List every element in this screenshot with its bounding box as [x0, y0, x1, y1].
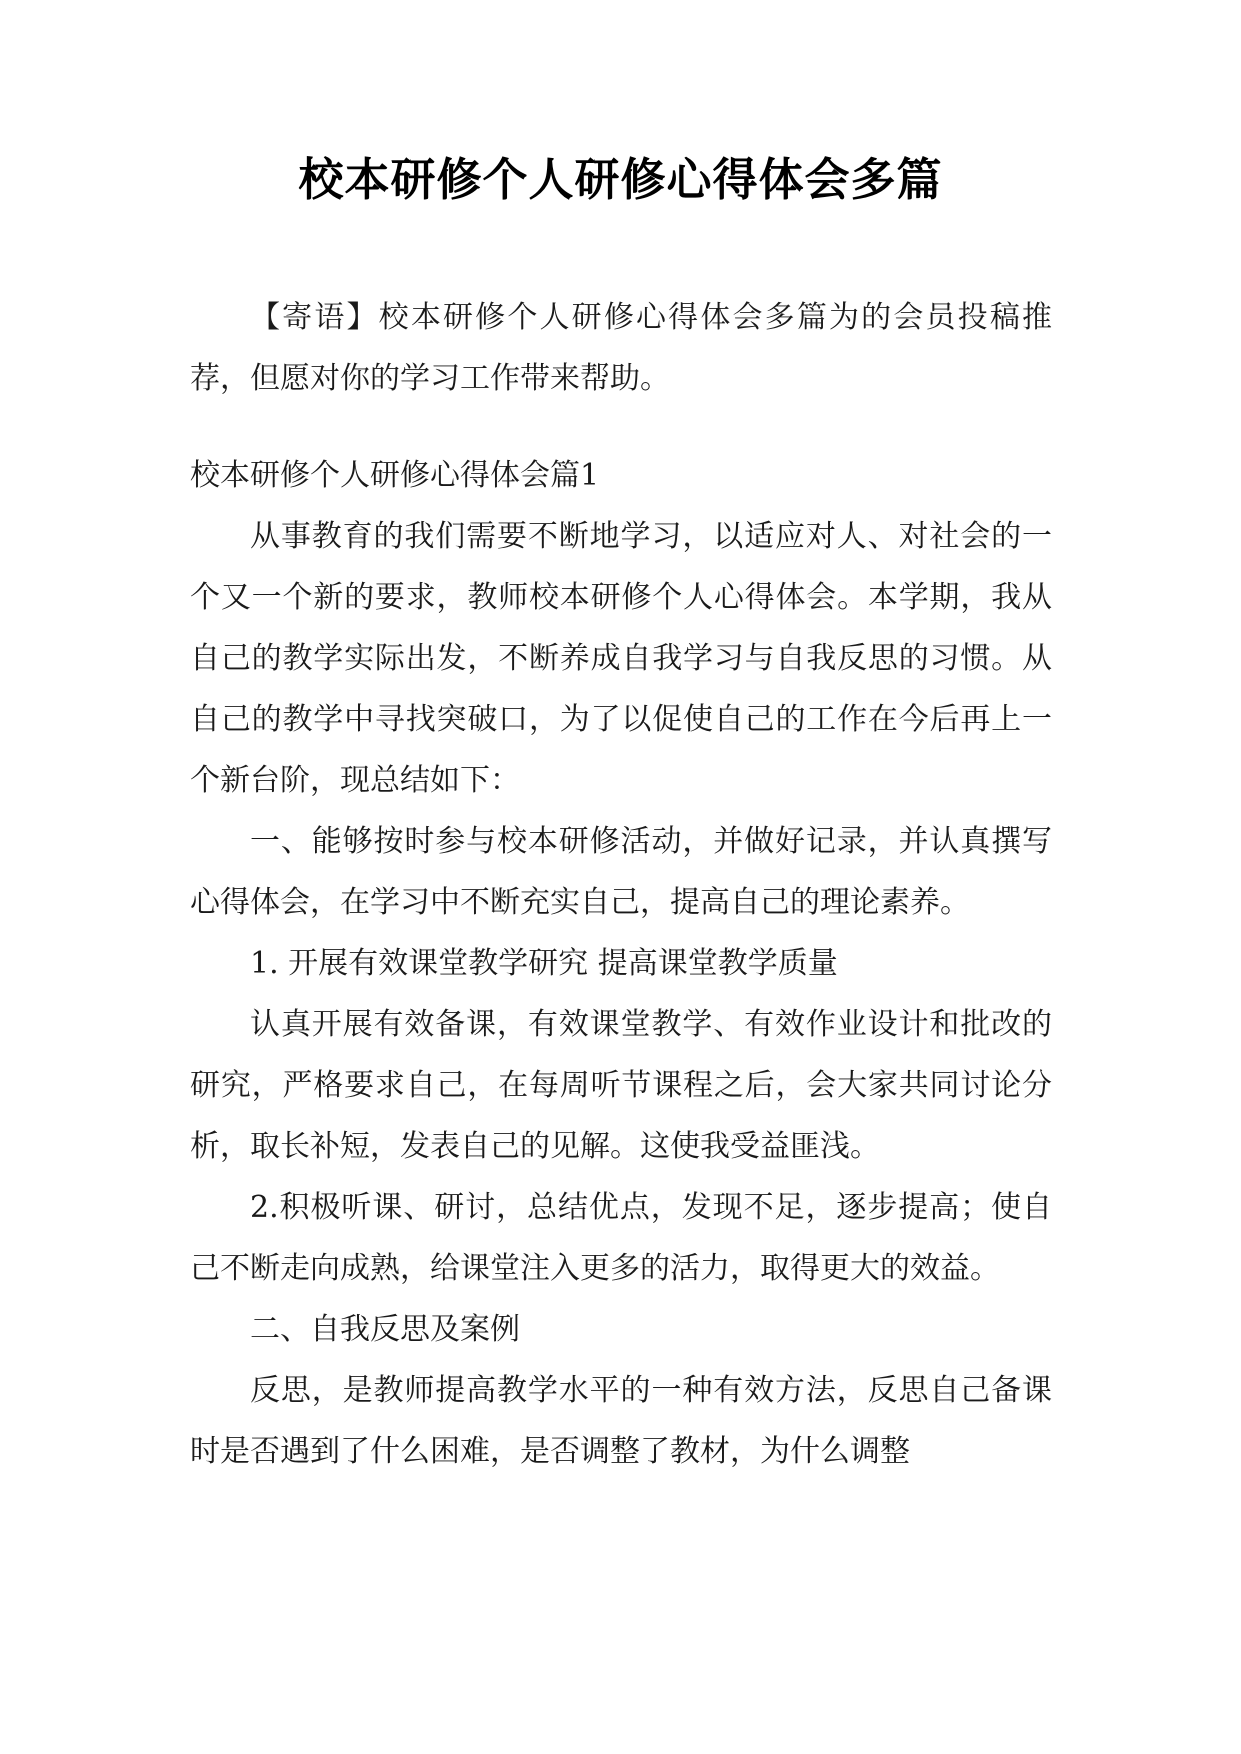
spacer [190, 409, 1052, 445]
document-title: 校本研修个人研修心得体会多篇 [298, 153, 943, 206]
body-paragraph: 认真开展有效备课，有效课堂教学、有效作业设计和批改的研究，严格要求自己，在每周听节课程之后，会大家共同讨论分析，取长补短，发表自己的见解。这使我受益匪浅。 [190, 1007, 1052, 1164]
intro-paragraph: 【寄语】校本研修个人研修心得体会多篇为的会员投稿推荐，但愿对你的学习工作带来帮助。 [190, 300, 1052, 396]
section-heading: 校本研修个人研修心得体会篇1 [190, 458, 600, 493]
subheading-paragraph: 二、自我反思及案例 [250, 1312, 520, 1347]
body-paragraph: 从事教育的我们需要不断地学习，以适应对人、对社会的一个又一个新的要求，教师校本研修个人心得体会。本学期，我从自己的教学实际出发，不断养成自我学习与自我反思的习惯。从自己的教学中寻找突破口，为了以促使自己的工作在今后再上一个新台阶，现总结如下： [190, 519, 1052, 798]
subheading-paragraph: 1. 开展有效课堂教学研究 提高课堂教学质量 [250, 946, 838, 981]
body-paragraph: 2.积极听课、研讨，总结优点，发现不足，逐步提高；使自己不断走向成熟，给课堂注入更多的活力，取得更大的效益。 [190, 1190, 1052, 1286]
document-body [190, 287, 1052, 1482]
body-paragraph: 一、能够按时参与校本研修活动，并做好记录，并认真撰写心得体会，在学习中不断充实自己，提高自己的理论素养。 [190, 824, 1052, 920]
body-paragraph: 反思，是教师提高教学水平的一种有效方法，反思自己备课时是否遇到了什么困难，是否调整了教材，为什么调整 [190, 1373, 1052, 1469]
